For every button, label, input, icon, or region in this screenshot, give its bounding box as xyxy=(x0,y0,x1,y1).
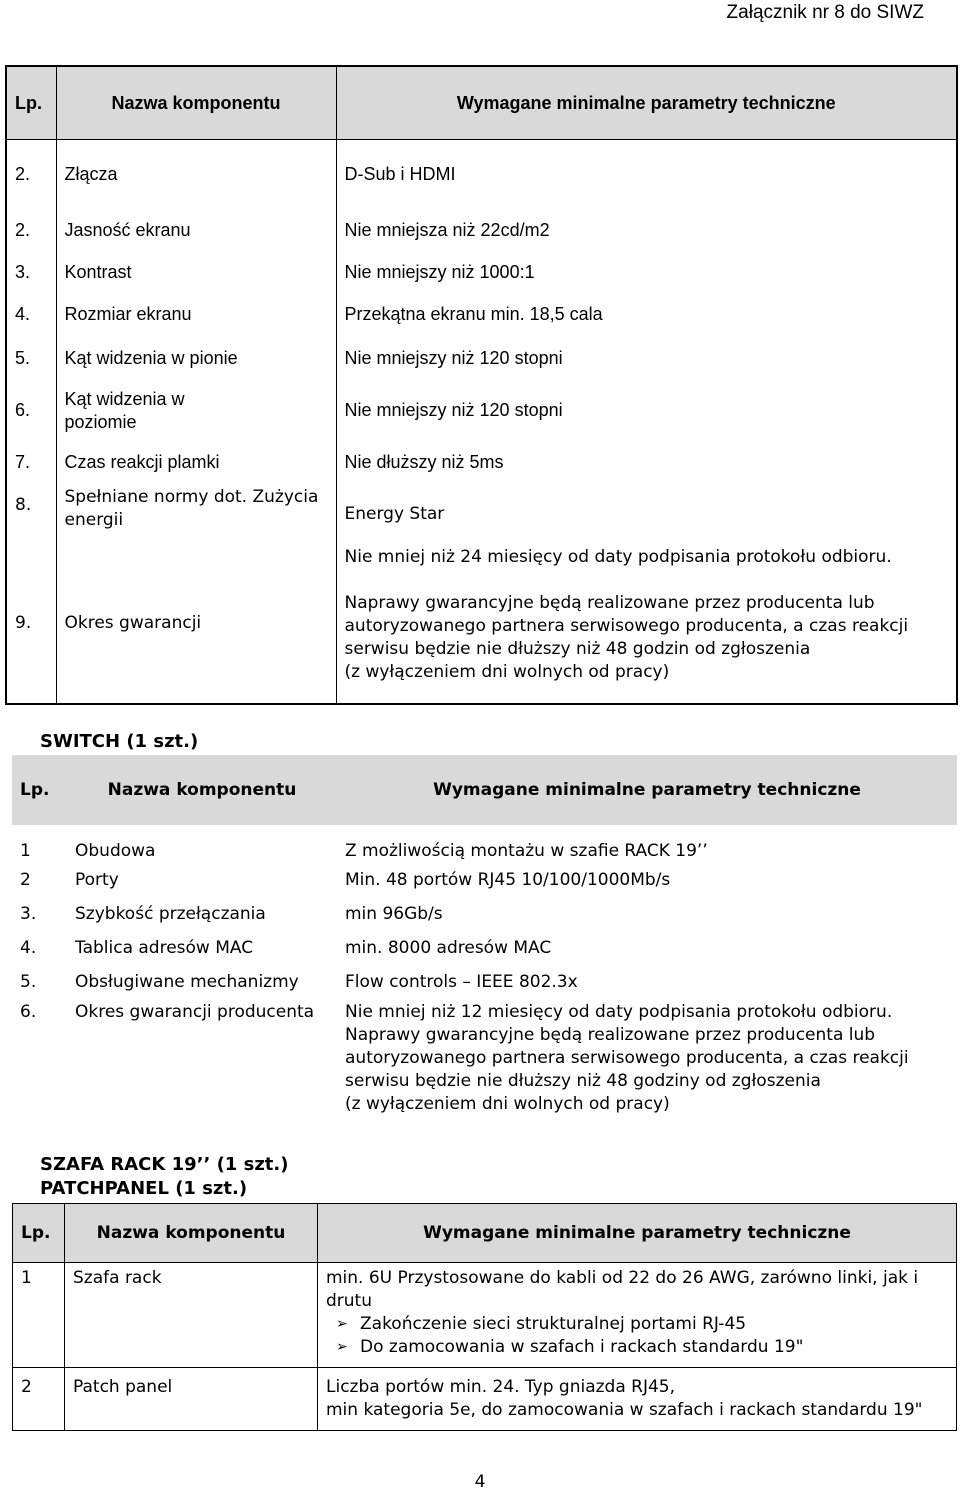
header-lp: Lp. xyxy=(6,66,56,140)
table-row xyxy=(6,140,957,210)
row-name: Kąt widzenia w poziomie xyxy=(64,388,185,432)
page-number: 4 xyxy=(474,1472,486,1492)
rack-title-line: SZAFA RACK 19’’ (1 szt.) xyxy=(40,1154,289,1175)
row-lp: 3. xyxy=(20,903,37,924)
row-lp: 9. xyxy=(6,544,56,704)
row-value: Nie mniejszy niż 120 stopni xyxy=(336,382,957,440)
rack-section-title xyxy=(40,1153,288,1201)
value-line: min. 6U Przystosowane do kabli od 22 do 26 AWG, zarówno linki, jak i xyxy=(326,1268,919,1288)
value-line: Nie mniej niż 24 miesięcy od daty podpisania protokołu odbioru. xyxy=(344,546,892,567)
table-header-row xyxy=(13,1204,957,1263)
row-lp: 8. xyxy=(6,486,56,544)
row-name: Kontrast xyxy=(56,252,336,294)
header-params: Wymagane minimalne parametry techniczne xyxy=(336,66,957,140)
row-value-multiline xyxy=(336,544,957,704)
row-value: D-Sub i HDMI xyxy=(336,140,957,210)
row-lp: 4. xyxy=(20,937,37,958)
attachment-header: Załącznik nr 8 do SIWZ xyxy=(726,2,924,23)
row-name: Złącza xyxy=(56,140,336,210)
row-value-multiline xyxy=(318,1368,957,1431)
row-lp: 2. xyxy=(6,140,56,210)
patchpanel-title-line: PATCHPANEL (1 szt.) xyxy=(40,1178,248,1199)
header-name: Nazwa komponentu xyxy=(65,1204,318,1263)
table-row xyxy=(6,210,957,252)
arrow-bullet-icon: ➢ xyxy=(336,1316,348,1332)
header-name: Nazwa komponentu xyxy=(56,66,336,140)
header-params: Wymagane minimalne parametry techniczne xyxy=(337,755,957,825)
table-row xyxy=(6,544,957,704)
row-lp: 3. xyxy=(6,252,56,294)
arrow-bullet-icon: ➢ xyxy=(336,1339,348,1355)
row-name: Okres gwarancji producenta xyxy=(75,1002,315,1022)
value-line: Naprawy gwarancyjne będą realizowane przez producenta lub xyxy=(345,1025,876,1045)
row-value: Nie dłuższy niż 5ms xyxy=(336,440,957,486)
bullet-text: Do zamocowania w szafach i rackach standardu 19" xyxy=(360,1337,804,1357)
row-value: Nie mniejsza niż 22cd/m2 xyxy=(336,210,957,252)
row-lp: 7. xyxy=(6,440,56,486)
row-lp: 1 xyxy=(13,1263,65,1368)
row-lp: 1 xyxy=(20,841,31,861)
table-row xyxy=(12,965,957,999)
value-line xyxy=(345,569,949,592)
header-lp: Lp. xyxy=(12,755,67,825)
row-value: Energy Star xyxy=(336,486,957,544)
table-header-row xyxy=(12,755,957,825)
row-name: Jasność ekranu xyxy=(56,210,336,252)
value-line: min kategoria 5e, do zamocowania w szafach i rackach standardu 19" xyxy=(326,1400,923,1420)
row-name: Kąt widzenia w pionie xyxy=(56,336,336,382)
row-name: Szybkość przełączania xyxy=(75,903,266,924)
row-value-multiline xyxy=(318,1263,957,1368)
bullet-text: Zakończenie sieci strukturalnej portami RJ-45 xyxy=(360,1314,747,1334)
row-value-multiline xyxy=(337,999,957,1116)
row-value: min 96Gb/s xyxy=(345,903,443,924)
row-name: Rozmiar ekranu xyxy=(56,294,336,336)
row-value: Przekątna ekranu min. 18,5 cala xyxy=(336,294,957,336)
table-row xyxy=(6,252,957,294)
table-row xyxy=(13,1368,957,1431)
monitor-spec-table xyxy=(5,65,958,705)
table-row xyxy=(12,863,957,897)
header-name: Nazwa komponentu xyxy=(67,755,337,825)
header-lp: Lp. xyxy=(13,1204,65,1263)
table-row xyxy=(12,999,957,1116)
bullet-item xyxy=(326,1313,948,1336)
row-name: Tablica adresów MAC xyxy=(75,937,254,958)
table-row xyxy=(6,486,957,544)
row-value: Min. 48 portów RJ45 10/100/1000Mb/s xyxy=(345,869,671,890)
bullet-item xyxy=(326,1336,948,1359)
table-row xyxy=(12,897,957,931)
table-row xyxy=(6,382,957,440)
row-name: Patch panel xyxy=(65,1368,318,1431)
row-name: Szafa rack xyxy=(65,1263,318,1368)
row-lp: 2 xyxy=(20,869,31,890)
table-row xyxy=(6,440,957,486)
value-line: Liczba portów min. 24. Typ gniazda RJ45, xyxy=(326,1377,676,1397)
row-lp: 6. xyxy=(6,382,56,440)
row-lp: 5. xyxy=(6,336,56,382)
row-lp: 2. xyxy=(6,210,56,252)
row-name: Spełniane normy dot. Zużycia energii xyxy=(64,486,319,530)
switch-section-title: SWITCH (1 szt.) xyxy=(40,731,199,752)
table-row xyxy=(13,1263,957,1368)
value-line: serwisu będzie nie dłuższy niż 48 godziny od zgłoszenia xyxy=(345,1071,821,1091)
value-line: drutu xyxy=(326,1291,372,1311)
value-line: Naprawy gwarancyjne będą realizowane przez producenta lub xyxy=(344,592,875,613)
switch-spec-table xyxy=(12,755,957,1116)
table-row xyxy=(6,336,957,382)
value-line: Nie mniej niż 12 miesięcy od daty podpisania protokołu odbioru. xyxy=(345,1002,893,1022)
table-row xyxy=(12,825,957,863)
row-value: Nie mniejszy niż 120 stopni xyxy=(336,336,957,382)
header-params: Wymagane minimalne parametry techniczne xyxy=(318,1204,957,1263)
value-line: autoryzowanego partnera serwisowego producenta, a czas reakcji xyxy=(344,615,909,636)
value-line: autoryzowanego partnera serwisowego producenta, a czas reakcji xyxy=(345,1048,909,1068)
row-name: Obudowa xyxy=(75,841,156,861)
table-row xyxy=(6,294,957,336)
row-value: Z możliwością montażu w szafie RACK 19’’ xyxy=(345,841,708,861)
table-row xyxy=(12,931,957,965)
row-name: Obsługiwane mechanizmy xyxy=(75,971,299,992)
value-line: (z wyłączeniem dni wolnych od pracy) xyxy=(345,1094,670,1114)
row-value: min. 8000 adresów MAC xyxy=(345,937,552,958)
row-value: Nie mniejszy niż 1000:1 xyxy=(336,252,957,294)
row-lp: 6. xyxy=(20,1002,37,1022)
row-name: Porty xyxy=(75,869,119,890)
row-lp: 5. xyxy=(20,971,37,992)
value-line: (z wyłączeniem dni wolnych od pracy) xyxy=(344,661,670,682)
row-lp: 4. xyxy=(6,294,56,336)
rack-spec-table xyxy=(12,1203,957,1431)
row-lp: 2 xyxy=(13,1368,65,1431)
row-name: Czas reakcji plamki xyxy=(56,440,336,486)
table-header-row xyxy=(6,66,957,140)
value-line: serwisu będzie nie dłuższy niż 48 godzin od zgłoszenia xyxy=(344,638,811,659)
row-name: Okres gwarancji xyxy=(56,544,336,704)
row-value: Flow controls – IEEE 802.3x xyxy=(345,971,578,992)
